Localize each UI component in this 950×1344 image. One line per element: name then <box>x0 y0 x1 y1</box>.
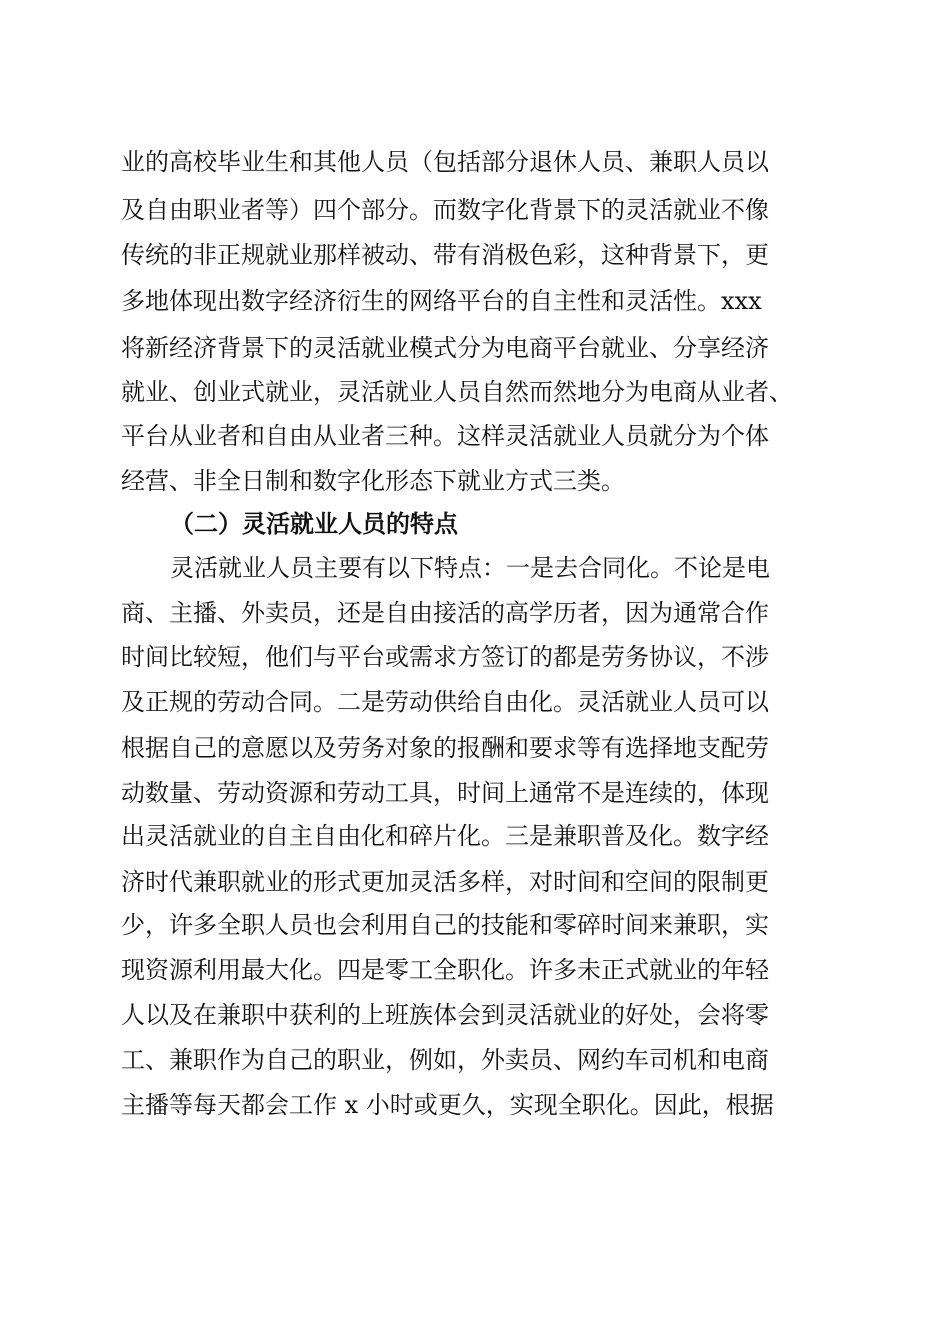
paragraph-line: 将新经济背景下的灵活就业模式分为电商平台就业、分享经济 <box>121 334 769 362</box>
paragraph-line: 现资源利用最大化。四是零工全职化。许多未正式就业的年轻 <box>121 956 769 984</box>
paragraph-line: 动数量、劳动资源和劳动工具，时间上通常不是连续的，体现 <box>121 779 769 807</box>
paragraph-line: 就业、创业式就业，灵活就业人员自然而然地分为电商从业者、 <box>121 378 793 406</box>
paragraph-line: 灵活就业人员主要有以下特点：一是去合同化。不论是电 <box>170 554 770 582</box>
paragraph-line: 及正规的劳动合同。二是劳动供给自由化。灵活就业人员可以 <box>121 688 769 716</box>
paragraph-line: 根据自己的意愿以及劳务对象的报酬和要求等有选择地支配劳 <box>121 734 769 762</box>
paragraph-line: 传统的非正规就业那样被动、带有消极色彩，这种背景下，更 <box>121 241 769 269</box>
paragraph-line: 工、兼职作为自己的职业，例如，外卖员、网约车司机和电商 <box>121 1046 769 1074</box>
paragraph-line: 多地体现出数字经济衍生的网络平台的自主性和灵活性。xxx <box>121 287 762 315</box>
paragraph-line: 时间比较短，他们与平台或需求方签订的都是劳务协议，不涉 <box>121 643 769 671</box>
paragraph-line: 主播等每天都会工作 x 小时或更久，实现全职化。因此，根据 <box>121 1091 774 1119</box>
section-heading: （二）灵活就业人员的特点 <box>170 509 458 538</box>
paragraph-line: 人以及在兼职中获利的上班族体会到灵活就业的好处，会将零 <box>121 1001 769 1029</box>
paragraph-line: 业的高校毕业生和其他人员（包括部分退休人员、兼职人员以 <box>121 148 769 176</box>
paragraph-line: 平台从业者和自由从业者三种。这样灵活就业人员就分为个体 <box>121 422 769 450</box>
paragraph-line: 及自由职业者等）四个部分。而数字化背景下的灵活就业不像 <box>121 196 769 224</box>
paragraph-line: 少，许多全职人员也会利用自己的技能和零碎时间来兼职，实 <box>121 911 769 939</box>
paragraph-line: 出灵活就业的自主自由化和碎片化。三是兼职普及化。数字经 <box>121 822 769 850</box>
paragraph-line: 商、主播、外卖员，还是自由接活的高学历者，因为通常合作 <box>121 599 769 627</box>
paragraph-line: 经营、非全日制和数字化形态下就业方式三类。 <box>121 467 625 495</box>
paragraph-line: 济时代兼职就业的形式更加灵活多样，对时间和空间的限制更 <box>121 868 769 896</box>
